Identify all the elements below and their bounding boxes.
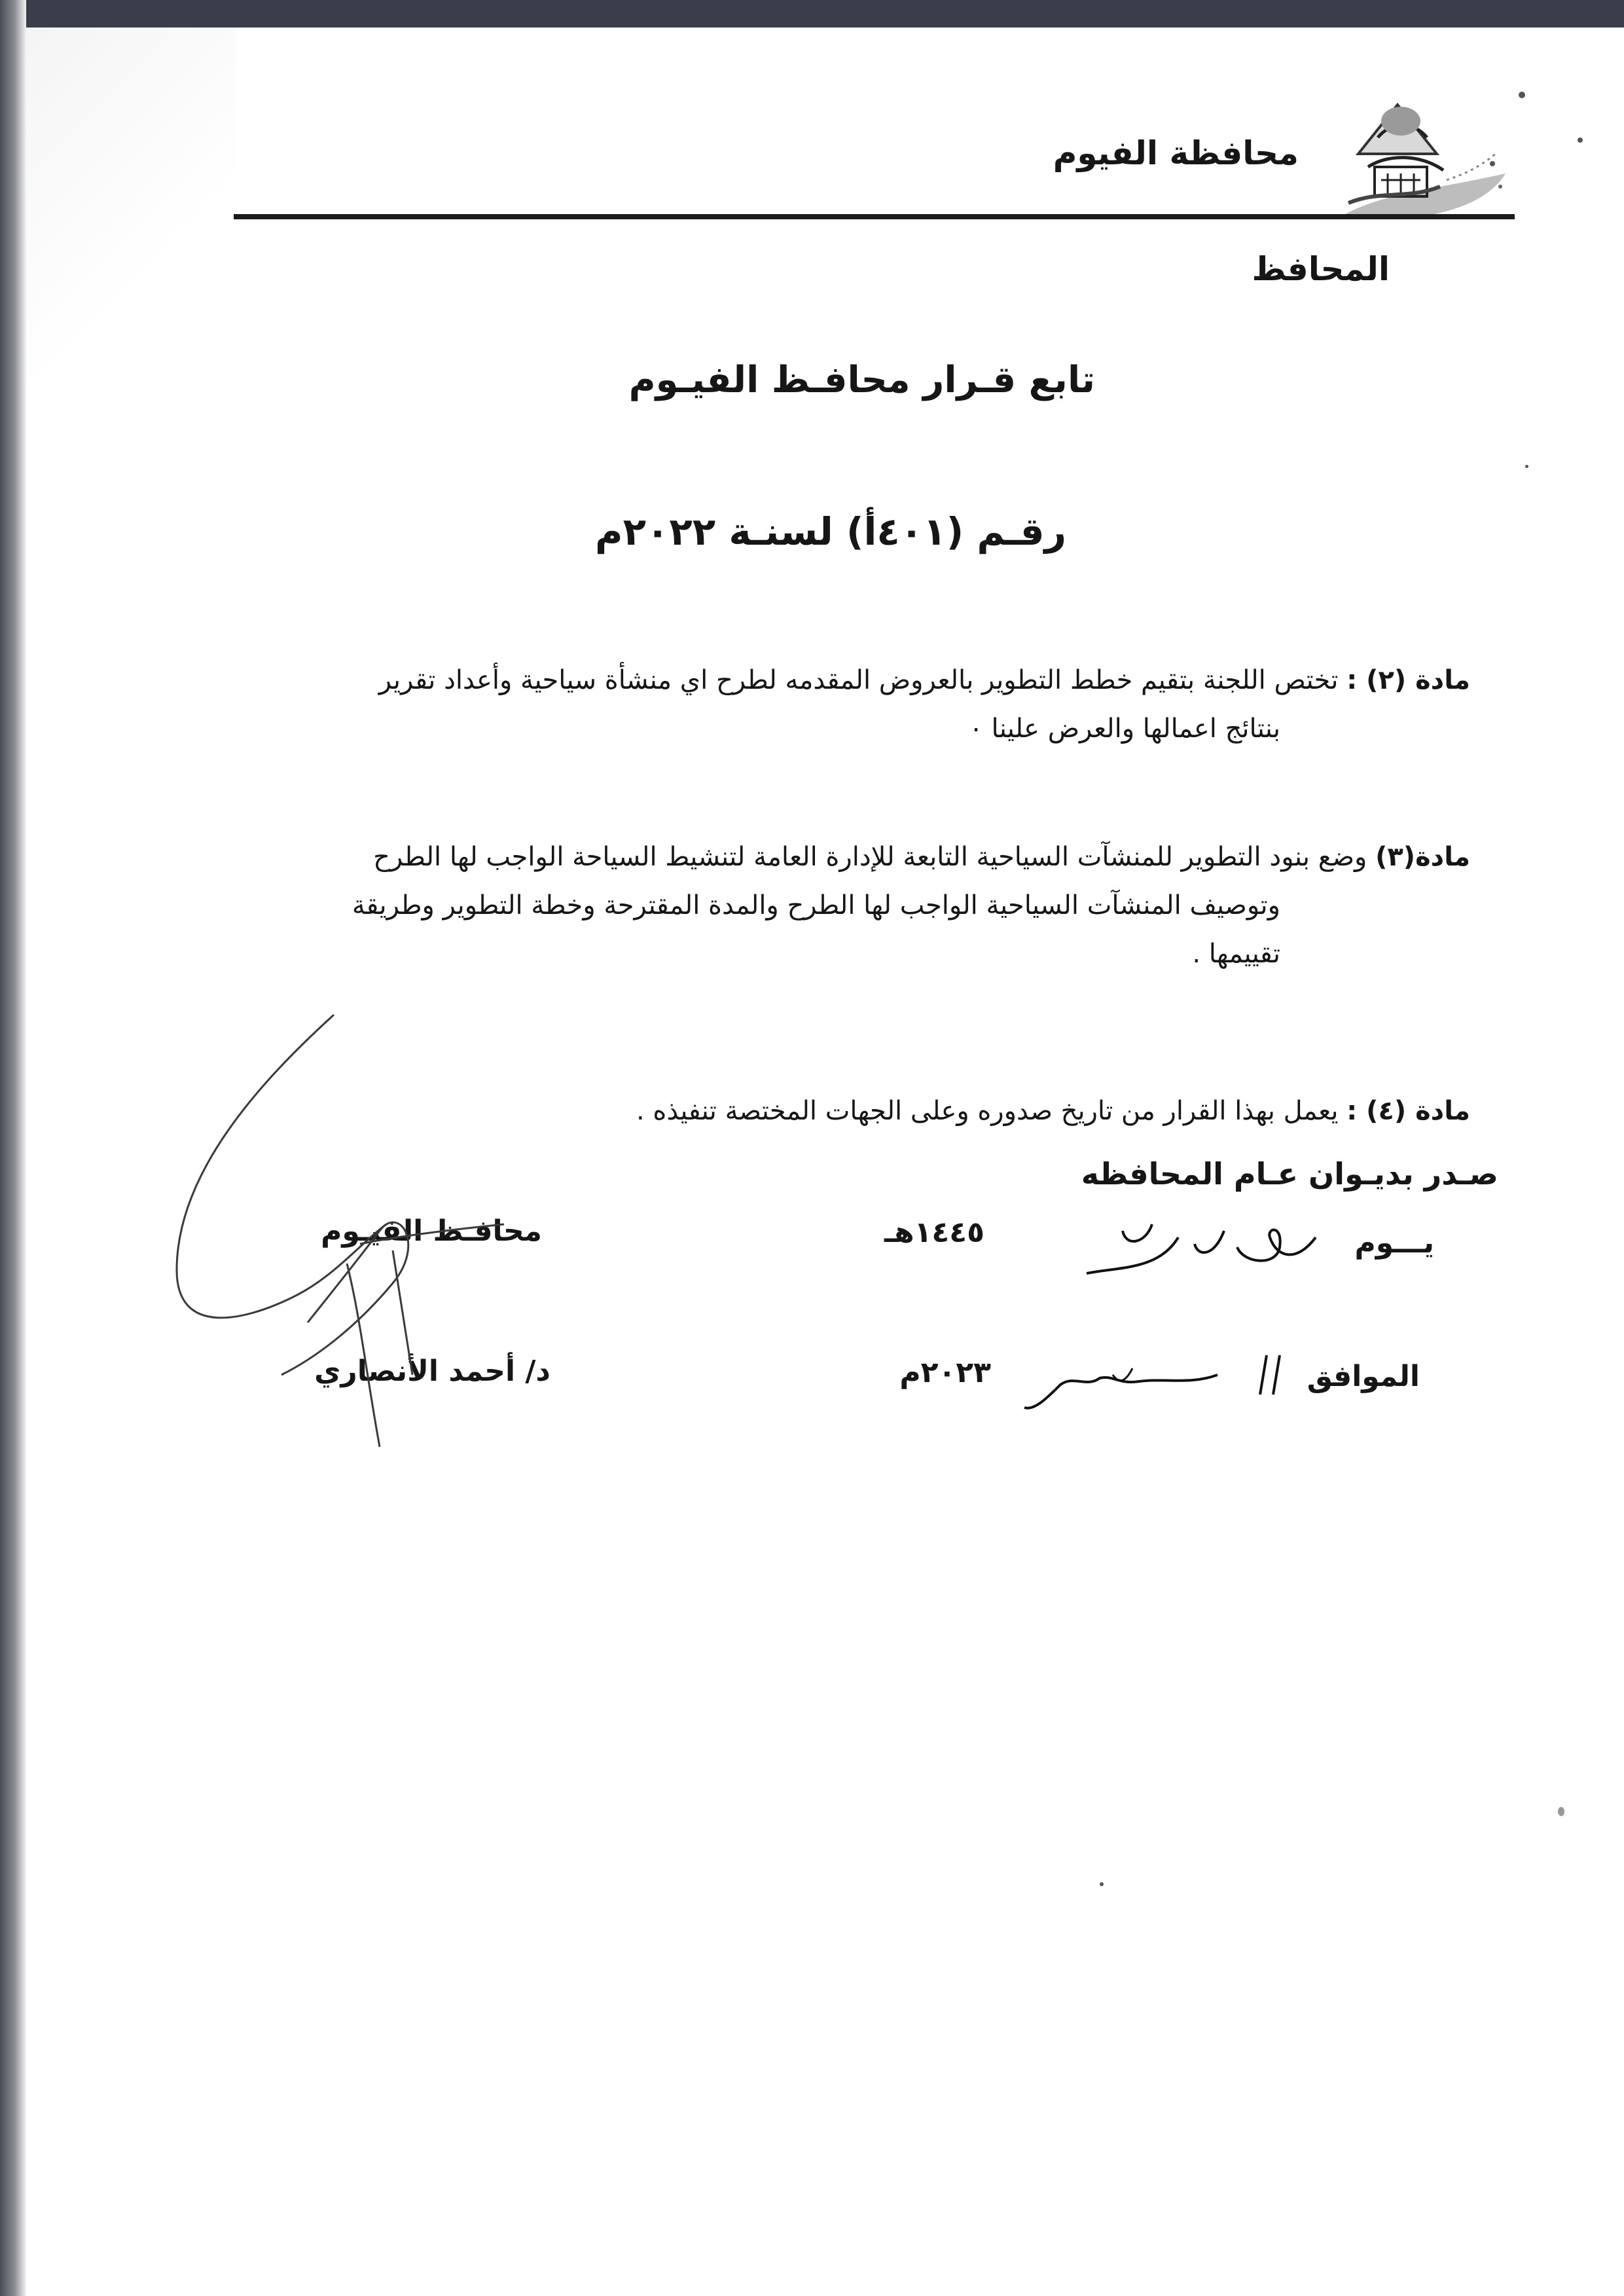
handwritten-hijri-date (1080, 1211, 1329, 1283)
header-divider (234, 214, 1515, 219)
signatory-name: د/ أحمد الأنصاري (314, 1355, 550, 1388)
article-2-text-line2: بنتائج اعمالها والعرض علينا ٠ (969, 714, 1280, 744)
decree-title: تابع قـرار محافـظ الفيـوم (628, 359, 1095, 401)
gregorian-year: ٢٠٢٣م (899, 1356, 991, 1389)
organization-name: محافظة الفيوم (1053, 134, 1299, 172)
article-2-text-line1: تختص اللجنة بتقيم خطط التطوير بالعروض المقدمه لطرح اي منشأة سياحية وأعداد تقرير (378, 665, 1339, 695)
scan-border-top (0, 0, 1624, 27)
article-4-label: مادة (٤) : (1346, 1096, 1470, 1126)
article-3 (181, 833, 1470, 978)
office-title: المحافظ (1252, 250, 1390, 288)
governor-signature (164, 1008, 530, 1453)
article-3-label: مادة(٣) (1375, 842, 1470, 872)
scan-speck (1525, 465, 1528, 468)
scan-speck (1100, 1882, 1104, 1886)
scan-speck (1578, 137, 1583, 143)
article-3-text-line1: وضع بنود التطوير للمنشآت السياحية التابعة للإدارة العامة لتنشيط السياحة الواجب لها الطرح (373, 842, 1367, 872)
scan-speck (1558, 1807, 1564, 1816)
day-label: يـــوم (1354, 1226, 1434, 1260)
scan-border-left (0, 0, 26, 2296)
article-2 (181, 656, 1470, 753)
scan-speck (1519, 92, 1525, 98)
paper-fold-shading (26, 27, 236, 486)
issuance-place: صـدر بديـوان عـام المحافظه (1081, 1156, 1498, 1192)
signatory-title: محافـظ الفيـوم (321, 1214, 542, 1248)
handwritten-gregorian-date (1021, 1349, 1296, 1427)
article-3-text-line2: وتوصيف المنشآت السياحية الواجب لها الطرح والمدة المقترحة وخطة التطوير وطريقة (352, 890, 1280, 920)
hijri-year: ١٤٤٥هـ (884, 1216, 984, 1249)
article-4-text: يعمل بهذا القرار من تاريخ صدوره وعلى الجهات المختصة تنفيذه . (636, 1096, 1339, 1126)
article-2-label: مادة (٢) : (1346, 665, 1470, 695)
agree-label: الموافق (1307, 1360, 1420, 1393)
decree-number: رقـم (٤٠١أ) لسنـة ٢٠٢٢م (595, 509, 1066, 554)
article-3-text-line3: تقييمها . (1192, 939, 1280, 969)
